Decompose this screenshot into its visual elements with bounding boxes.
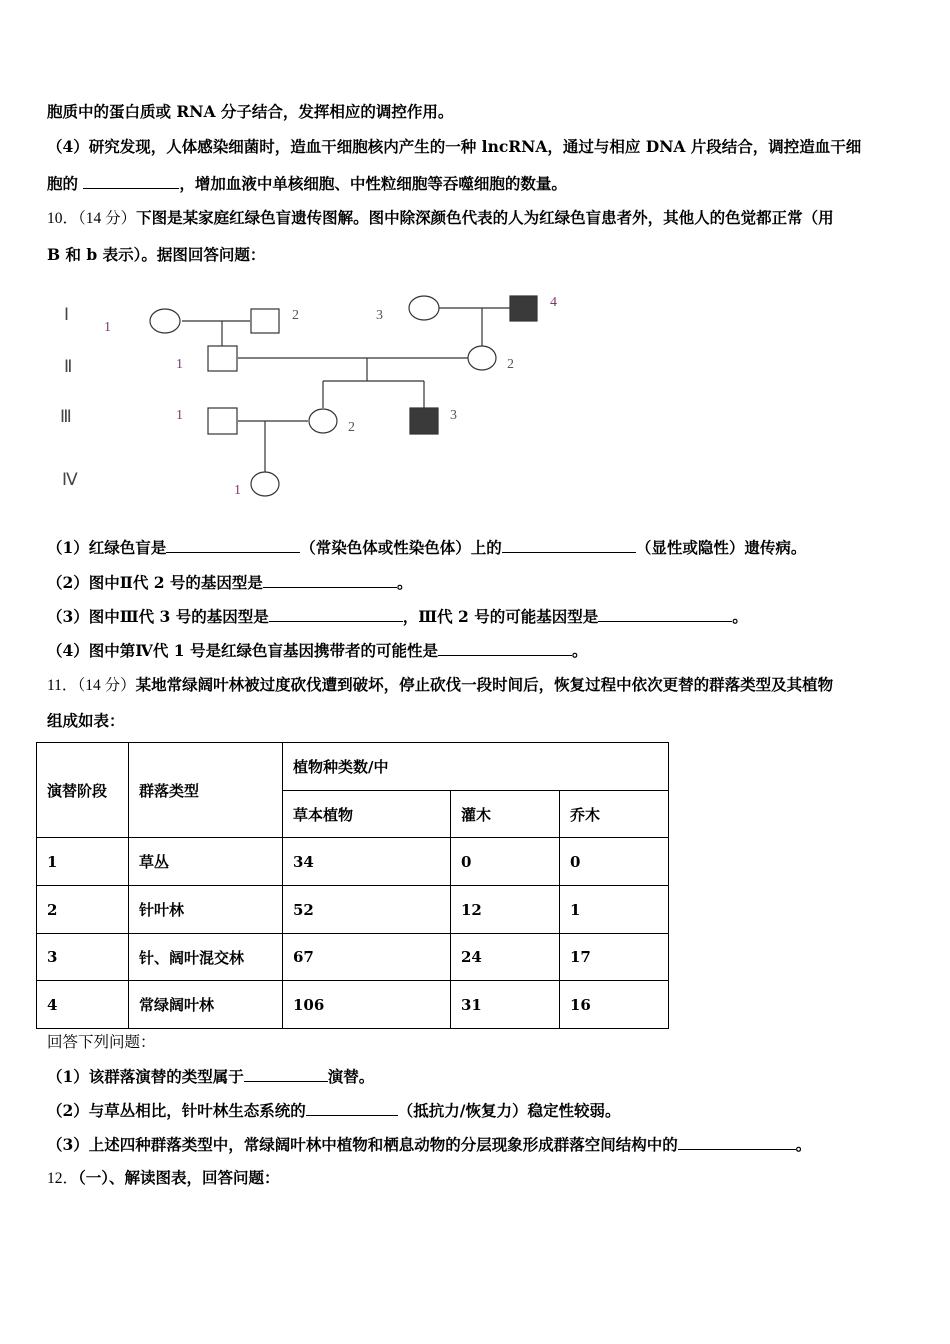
q10-stem-line2: B 和 b 表示）。据图回答问题： [47,245,266,264]
generation-label: Ⅱ [64,357,73,376]
answer-blank[interactable] [269,606,403,622]
individual-label: 2 [292,308,299,323]
table-header: 乔木 [560,791,669,838]
q10-sub2-text: 。 [396,573,413,592]
female-normal [409,296,439,320]
table-cell: 24 [451,934,560,981]
table-row [37,981,669,1029]
answer-blank[interactable] [244,1066,328,1082]
q9-part4-text: 胞的 [47,174,84,193]
table-cell: 4 [37,981,129,1029]
question-number: 12． [47,1170,79,1187]
q11-sub1-text: 演替。 [327,1067,375,1086]
table-header: 植物种类数/中 [283,743,669,791]
q11-stem: 某地常绿阔叶林被过度砍伐遭到破坏，停止砍伐一段时间后，恢复过程中依次更替的群落类型及其植物 [135,675,834,694]
table-cell: 草丛 [129,838,283,886]
individual-label: 1 [176,357,183,372]
question-number: 10． [47,210,79,227]
q11-sub1-text: （1）该群落演替的类型属于 [47,1067,244,1086]
male-affected [510,296,537,321]
individual-label: 3 [376,308,383,323]
q10-sub2 [47,572,412,593]
q10-sub3 [47,606,748,627]
q11-answer-intro: 回答下列问题： [47,1033,156,1051]
q12-stem-text: （一）、解读图表，回答问题： [78,1168,280,1187]
q9-line1: 胞质中的蛋白质或 RNA 分子结合，发挥相应的调控作用。 [47,102,454,121]
q10-stem: 下图是某家庭红绿色盲遗传图解。图中除深颜色代表的人为红绿色盲患者外，其他人的色觉都正常（用 [136,208,834,227]
table-cell: 106 [283,981,451,1029]
female-normal [468,346,496,370]
individual-label: 2 [348,420,355,435]
q9-part4-line1: （4）研究发现，人体感染细菌时，造血干细胞核内产生的一种 lncRNA，通过与相应 DNA 片段结合，调控造血干细 [47,137,862,156]
q11-sub3-text: 。 [795,1135,812,1154]
answer-blank[interactable] [306,1100,398,1116]
table-cell: 0 [451,838,560,886]
q10-stem-line1 [47,208,834,229]
q11-sub1 [47,1066,374,1087]
individual-label: 1 [104,320,111,335]
answer-blank[interactable] [83,173,179,189]
q11-sub2-text: （抵抗力/恢复力）稳定性较弱。 [397,1101,621,1120]
table-cell: 52 [283,886,451,934]
individual-label: 1 [176,408,183,423]
community-table [36,742,669,1029]
table-header: 群落类型 [129,743,283,838]
table-cell: 3 [37,934,129,981]
question-score: （14 分） [77,677,136,694]
table-cell: 0 [560,838,669,886]
question-number: 11． [47,677,78,694]
q10-sub2-text: （2）图中Ⅱ代 2 号的基因型是 [47,573,263,592]
table-cell: 针、阔叶混交林 [129,934,283,981]
q10-sub1-text: （1）红绿色盲是 [47,538,167,557]
q11-sub3 [47,1134,811,1155]
q11-stem-line2: 组成如表： [47,711,125,730]
female-normal [251,472,279,496]
male-normal [251,309,279,333]
table-row [37,838,669,886]
table-cell: 常绿阔叶林 [129,981,283,1029]
q10-sub3-text: 。 [732,607,748,626]
answer-blank[interactable] [678,1134,796,1150]
individual-label: 3 [450,408,457,423]
table-row [37,886,669,934]
table-cell: 67 [283,934,451,981]
table-cell: 17 [560,934,669,981]
q9-part4-line2 [47,173,567,194]
answer-blank[interactable] [502,537,636,553]
q9-part4-text: ，增加血液中单核细胞、中性粒细胞等吞噬细胞的数量。 [179,174,567,193]
q11-stem-line1 [47,675,833,696]
female-normal [150,309,180,333]
table-header: 草本植物 [283,791,451,838]
male-normal [208,408,237,434]
q10-sub1-text: （显性或隐性）遗传病。 [635,538,807,557]
answer-blank[interactable] [263,572,397,588]
q11-sub2-text: （2）与草丛相比，针叶林生态系统的 [47,1101,306,1120]
table-cell: 16 [560,981,669,1029]
q10-sub3-text: （3）图中Ⅲ代 3 号的基因型是 [47,607,269,626]
q10-sub4-text: 。 [571,641,588,660]
q10-sub1-text: （常染色体或性染色体）上的 [300,538,502,557]
table-header: 演替阶段 [37,743,129,838]
table-cell: 1 [37,838,129,886]
answer-blank[interactable] [598,606,732,622]
generation-label: Ⅲ [60,407,72,426]
table-cell: 针叶林 [129,886,283,934]
male-normal [208,346,237,371]
q10-sub4-text: （4）图中第Ⅳ代 1 号是红绿色盲基因携带者的可能性是 [47,641,438,660]
table-row [37,934,669,981]
individual-label: 4 [550,295,557,310]
table-cell: 12 [451,886,560,934]
q10-sub1 [47,537,806,558]
pedigree-chart [40,280,580,510]
generation-label: Ⅳ [62,470,78,489]
table-cell: 31 [451,981,560,1029]
q12-stem [47,1168,280,1189]
female-normal [309,409,337,433]
generation-label: Ⅰ [64,305,70,324]
answer-blank[interactable] [438,640,572,656]
table-cell: 1 [560,886,669,934]
table-cell: 2 [37,886,129,934]
answer-blank[interactable] [166,537,300,553]
table-cell: 34 [283,838,451,886]
individual-label: 2 [507,357,514,372]
q11-sub2 [47,1100,620,1121]
q11-sub3-text: （3）上述四种群落类型中，常绿阔叶林中植物和栖息动物的分层现象形成群落空间结构中的 [47,1135,678,1154]
q10-sub3-text: ，Ⅲ代 2 号的可能基因型是 [402,607,599,626]
table-header: 灌木 [451,791,560,838]
male-affected [410,408,438,434]
individual-label: 1 [234,483,241,498]
q10-sub4 [47,640,587,661]
question-score: （14 分） [78,210,137,227]
